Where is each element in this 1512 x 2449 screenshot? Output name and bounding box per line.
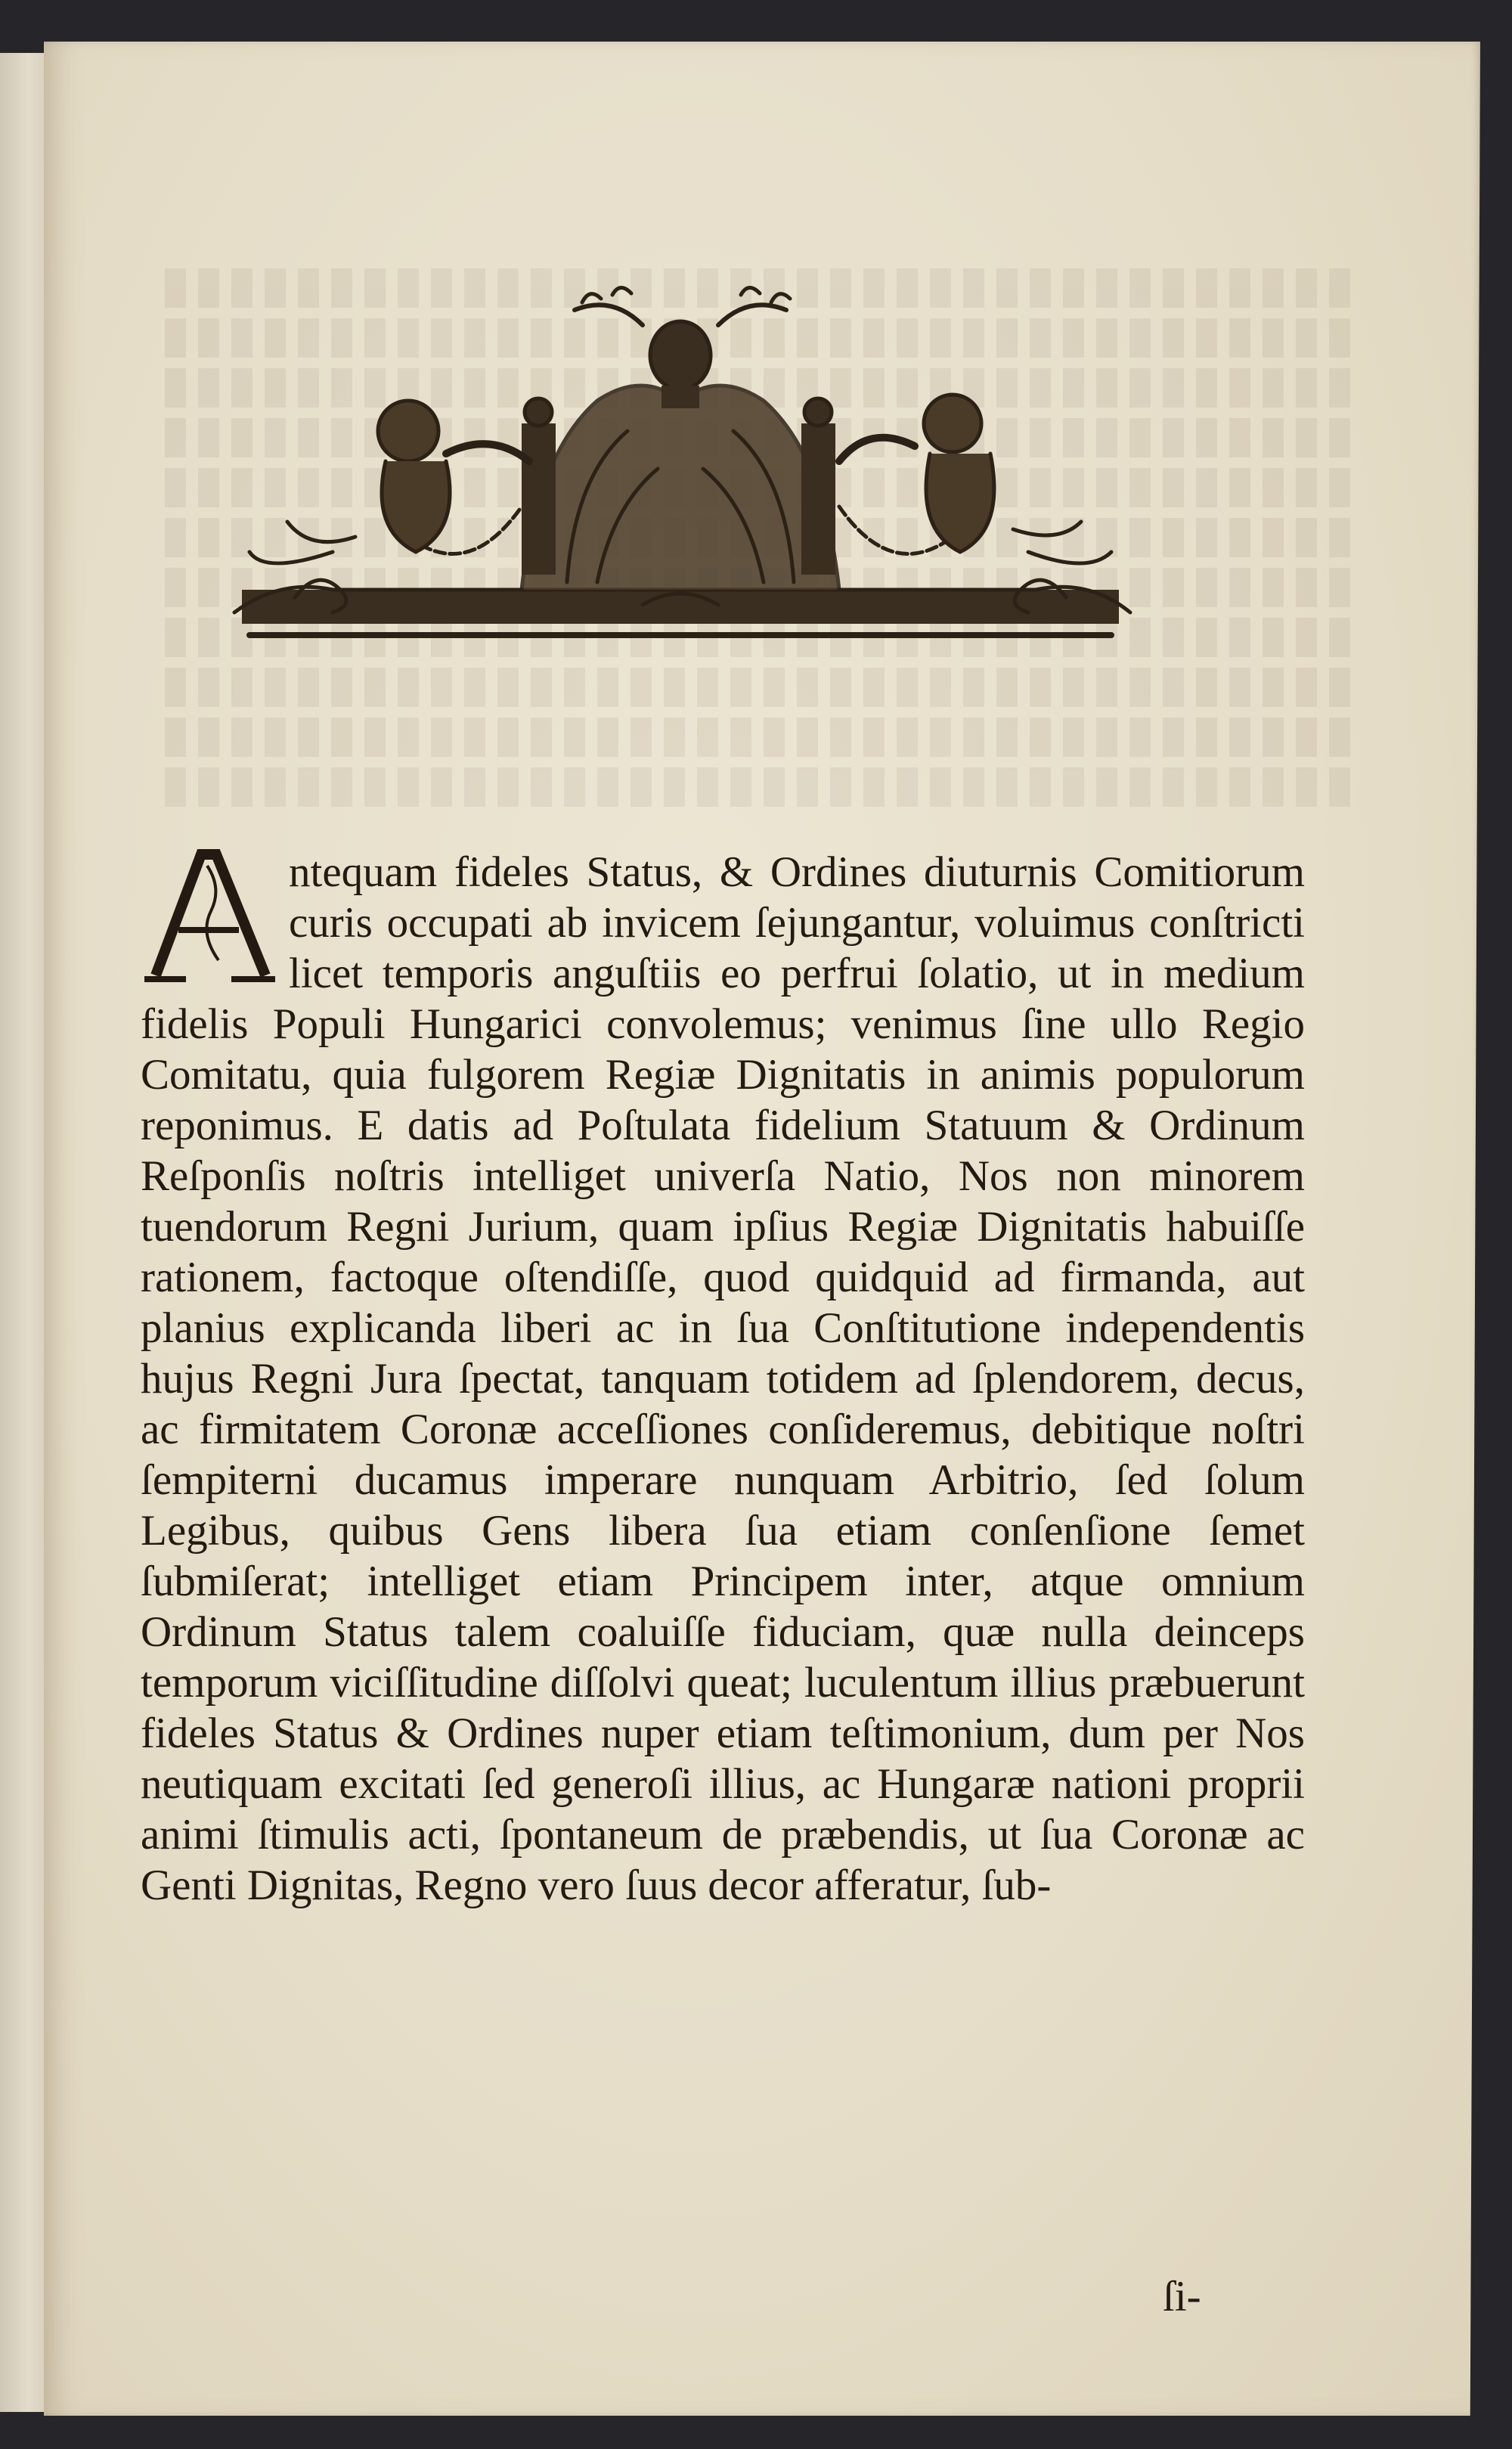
- body-text-block: [141, 847, 1305, 1911]
- cherubs-urn-headpiece-icon: [219, 280, 1142, 680]
- catchword: ſi-: [1163, 2273, 1201, 2320]
- ornamental-initial-a-icon: [141, 847, 278, 984]
- body-paragraph: ntequam fideles Status, & Ordines diuturnis Comitiorum curis occupati ab invicem ſejungantur, voluimus conſtricti licet temporis anguſtiis eo perfrui ſolatio, ut in medium fidelis Populi Hungarici convolemus; venimus ſine ullo Regio Comitatu, quia fulgorem Regiæ Dignitatis in animis populorum reponimus. E datis ad Poſtulata fidelium Statuum & Ordinum Reſponſis noſtris intelliget univerſa Natio, Nos non minorem tuendorum Regni Jurium, quam ipſius Regiæ Dignitatis habuiſſe rationem, factoque oſtendiſſe, quod quidquid ad firmanda, aut planius explicanda liberi ac in ſua Conſtitutione independentis hujus Regni Jura ſpectat, tanquam totidem ad ſplendorem, decus, ac firmitatem Coronæ acceſſiones conſideremus, debitique noſtri ſempiterni ducamus imperare nunquam Arbitrio, ſed ſolum Legibus, quibus Gens libera ſua etiam conſenſione ſemet ſubmiſerat; intelliget etiam Principem inter, atque omnium Ordinum Status talem coaluiſſe fiduciam, quæ nulla deinceps temporum viciſſitudine diſſolvi queat; luculentum illius præbuerunt fideles Status & Ordines nuper etiam teſtimonium, dum per Nos neutiquam excitati ſed generoſi illius, ac Hungaræ nationi proprii animi ſtimulis acti, ſpontaneum de præbendis, ut ſua Coronæ ac Genti Dignitas, Regno vero ſuus decor afferatur, ſub-: [141, 848, 1305, 1909]
- facing-page-edge: [0, 53, 48, 2412]
